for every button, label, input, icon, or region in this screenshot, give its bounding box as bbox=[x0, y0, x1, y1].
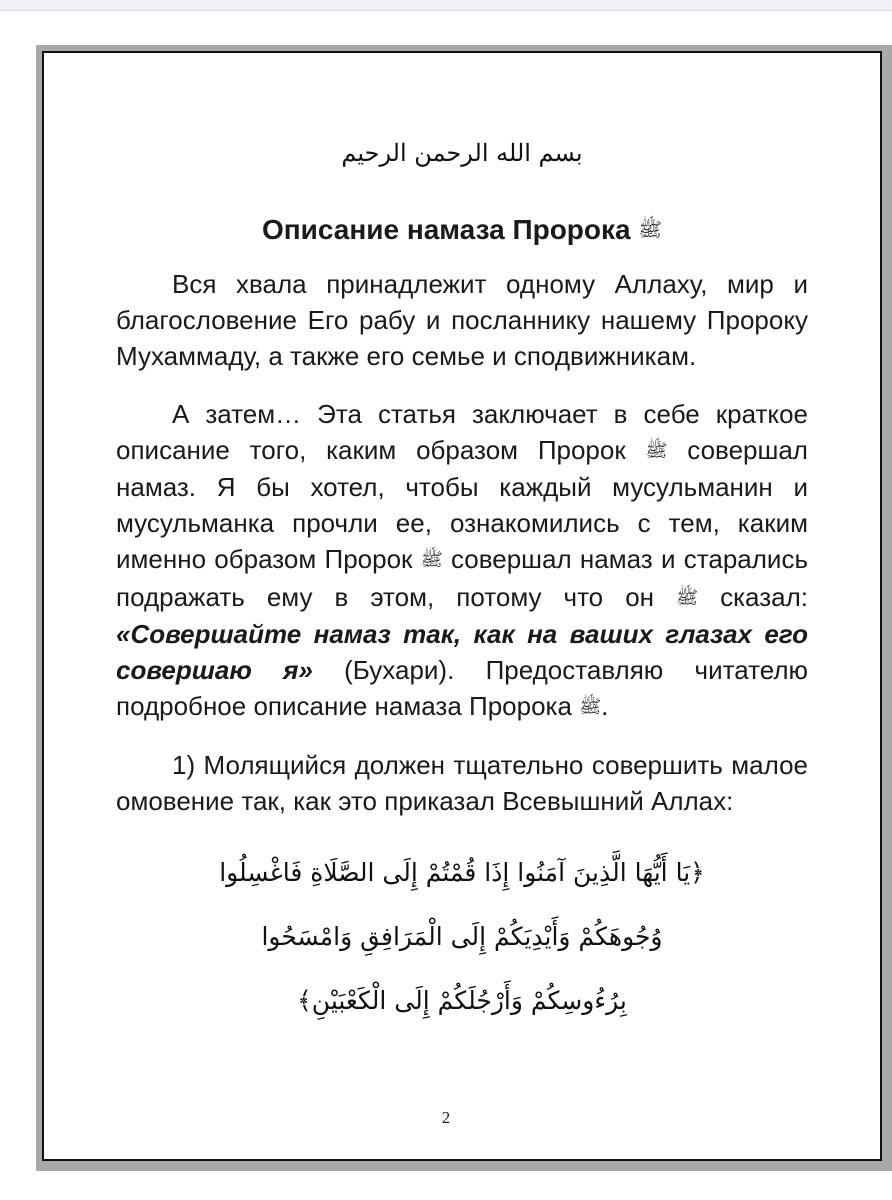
page-content bbox=[116, 128, 808, 1033]
intro-text-3: совершал намаз и старались подражать ему в этом, потому что он bbox=[116, 544, 808, 612]
salawat-icon: ﷺ bbox=[579, 696, 602, 718]
verse-line: ﴿يَا أَيُّهَا الَّذِينَ آمَنُوا إِذَا قُمْتُمْ إِلَى الصَّلَاةِ فَاغْسِلُوا bbox=[219, 858, 705, 888]
verse-line: وُجُوهَكُمْ وَأَيْدِيَكُمْ إِلَى الْمَرَافِقِ وَامْسَحُوا bbox=[261, 922, 663, 952]
salawat-icon: ﷺ bbox=[420, 549, 443, 571]
intro-text-5: (Бухари). Предоставляю читателю подробное описание намаза Пророка bbox=[116, 654, 809, 721]
paragraph-step-1: 1) Молящийся должен тщательно совершить малое омовение так, как это приказал Всевышний Аллах: bbox=[116, 750, 808, 817]
intro-text-4: сказал: bbox=[720, 581, 808, 612]
salawat-icon: ﷺ bbox=[676, 586, 699, 608]
page-number: 2 bbox=[441, 1108, 451, 1127]
verse-line: بِرُءُوسِكُمْ وَأَرْجُلَكُمْ إِلَى الْكَعْبَيْنِ﴾ bbox=[297, 986, 627, 1016]
basmala-calligraphy: بسم الله الرحمن الرحيم bbox=[341, 139, 583, 167]
intro-text-2: совершал намаз. Я бы хотел, чтобы каждый мусульманин и мусульманка прочли ее, ознакомились с тем, каким именно образом Пророк bbox=[116, 435, 808, 575]
intro-text-1: А затем… Эта статья заключает в себе краткое описание того, каким образом Пророк bbox=[116, 399, 808, 466]
quran-verse bbox=[116, 841, 808, 1033]
hadith-quote: «Совершайте намаз так, как на ваших глазах его совершаю я» bbox=[116, 618, 808, 685]
page-title bbox=[116, 212, 808, 248]
paragraph-praise: Вся хвала принадлежит одному Аллаху, мир и благословение Его рабу и посланнику нашему Пророку Мухаммаду, а также его семье и сподвижникам. bbox=[116, 269, 808, 372]
viewer-top-bar bbox=[0, 0, 892, 11]
salawat-icon: ﷺ bbox=[638, 218, 663, 242]
intro-period: . bbox=[601, 690, 609, 721]
title-text: Описание намаза Пророка bbox=[261, 214, 631, 245]
paragraph-introduction bbox=[116, 396, 808, 725]
salawat-icon: ﷺ bbox=[645, 440, 668, 462]
